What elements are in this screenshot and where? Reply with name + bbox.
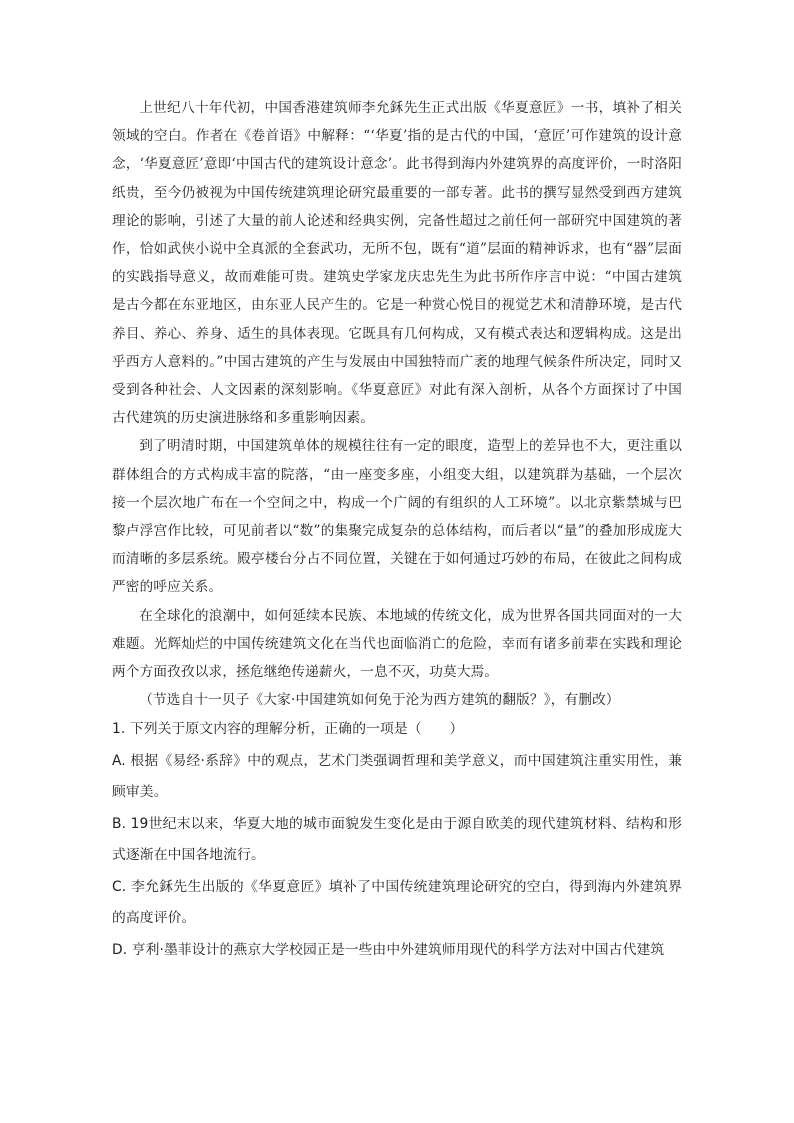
reading-passage: [112, 94, 682, 714]
passage-paragraph-1: 上世纪八十年代初，中国香港建筑师李允鉌先生正式出版《华夏意匠》一书，填补了相关领域的空白。作者在《卷首语》中解释：“‘华夏’指的是古代的中国，‘意匠’可作建筑的设计意念，‘华夏意匠’意即‘中国古代的建筑设计意念’。此书得到海内外建筑界的高度评价，一时洛阳纸贵，至今仍被视为中国传统建筑理论研究最重要的一部专著。此书的撰写显然受到西方建筑理论的影响，引述了大量的前人论述和经典实例，完备性超过之前任何一部研究中国建筑的著作，恰如武侠小说中全真派的全套武功，无所不包，既有“道”层面的精神诉求，也有“器”层面的实践指导意义，故而难能可贵。建筑史学家龙庆忠先生为此书所作序言中说：“中国古建筑是古今都在东亚地区，由东亚人民产生的。它是一种赏心悦目的视觉艺术和清静环境，是古代养目、养心、养身、适生的具体表现。它既具有几何构成，又有模式表达和逻辑构成。这是出乎西方人意料的。”中国古建筑的产生与发展由中国独特而广袤的地理气候条件所决定，同时又受到各种社会、人文因素的深刻影响。《华夏意匠》对此有深入剖析，从各个方面探讨了中国古代建筑的历史演进脉络和多重影响因素。: [112, 100, 682, 427]
passage-paragraph-3: 在全球化的浪潮中，如何延续本民族、本地域的传统文化，成为世界各国共同面对的一大难题。光辉灿烂的中国传统建筑文化在当代也面临消亡的危险，幸而有诸多前辈在实践和理论两个方面孜孜以求，拯危继绝传递薪火，一息不灭，功莫大焉。: [112, 607, 682, 681]
passage-source-citation: （节选自十一贝子《大家·中国建筑如何免于沦为西方建筑的翻版？》，有删改）: [139, 692, 620, 709]
passage-paragraph-2: 到了明清时期，中国建筑单体的规模往往有一定的眼度，造型上的差异也不大，更注重以群体组合的方式构成丰富的院落，“由一座变多座，小组变大组，以建筑群为基础，一个层次接一个层次地广布在一个空间之中，构成一个广阔的有组织的人工环境”。以北京紫禁城与巴黎卢浮宫作比较，可见前者以“数”的集聚完成复杂的总体结构，而后者以“量”的叠加形成庞大而清晰的多层系统。殿亭楼台分占不同位置，关键在于如何通过巧妙的布局，在彼此之间构成严密的呼应关系。: [112, 438, 682, 596]
question-1: [112, 714, 682, 966]
option-b: B. 19世纪末以来，华夏大地的城市面貌发生变化是由于源自欧美的现代建筑材料、结构和形式逐渐在中国各地流行。: [112, 815, 682, 864]
question-stem: 1. 下列关于原文内容的理解分析，正确的一项是（ ）: [112, 721, 464, 738]
option-a: A. 根据《易经·系辞》中的观点，艺术门类强调哲理和美学意义，而中国建筑注重实用性，兼顾审美。: [112, 752, 682, 801]
option-c: C. 李允鉌先生出版的《华夏意匠》填补了中国传统建筑理论研究的空白，得到海内外建筑界的高度评价。: [112, 878, 682, 927]
exam-page: [112, 94, 682, 966]
option-d: D. 亨利·墨菲设计的燕京大学校园正是一些由中外建筑师用现代的科学方法对中国古代建筑: [112, 941, 665, 958]
